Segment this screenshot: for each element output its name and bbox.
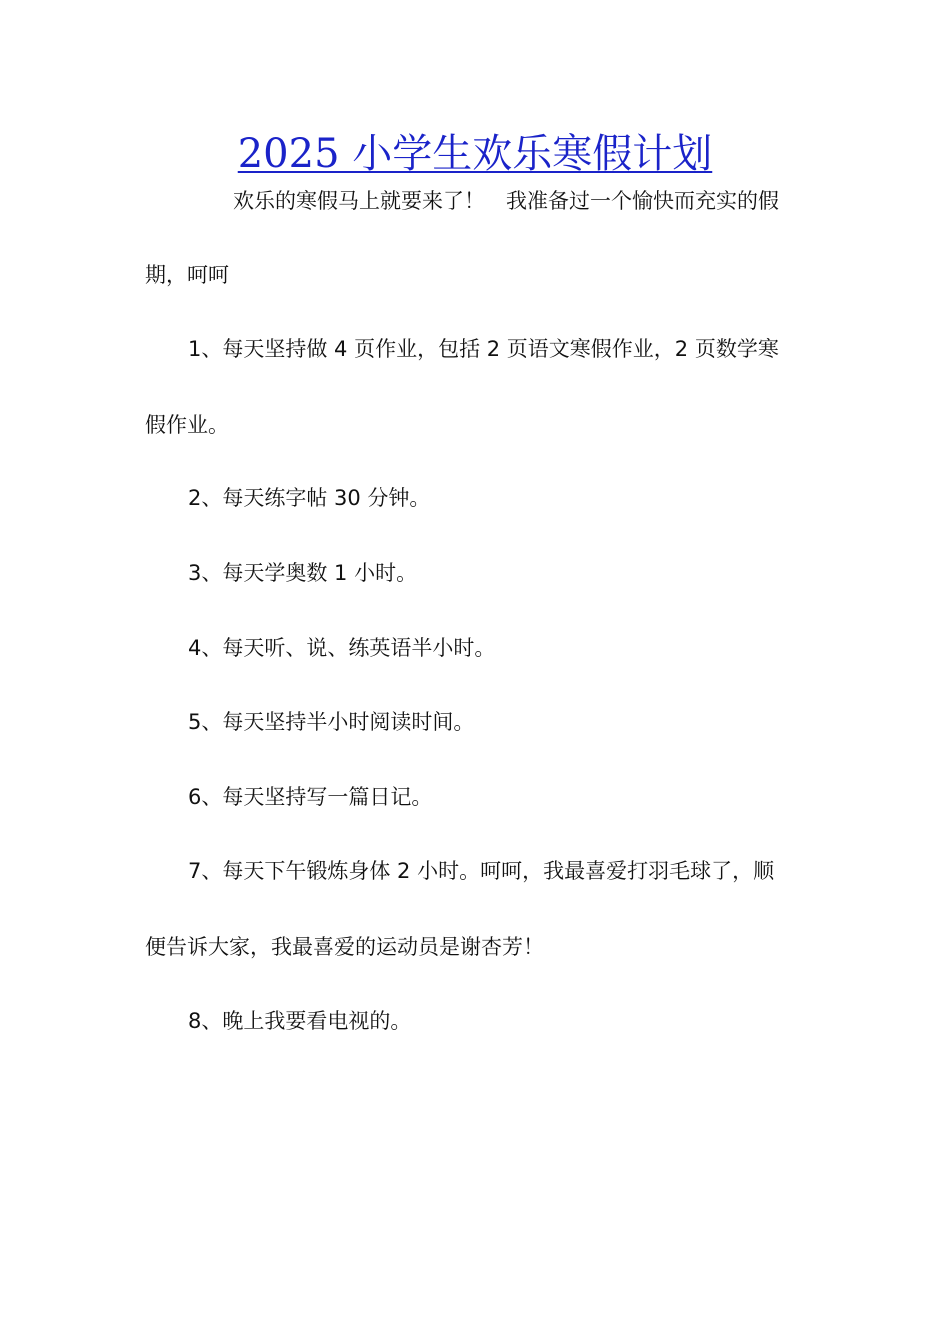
plan-item-8: 8、晚上我要看电视的。 bbox=[188, 1009, 412, 1033]
intro-line-1: 欢乐的寒假马上就要来了！ 我准备过一个愉快而充实的假 bbox=[233, 189, 779, 213]
plan-item-1-line-2: 假作业。 bbox=[145, 413, 229, 437]
plan-item-3: 3、每天学奥数 1 小时。 bbox=[188, 561, 418, 585]
plan-item-1-line-1: 1、每天坚持做 4 页作业，包括 2 页语文寒假作业，2 页数学寒 bbox=[188, 337, 779, 361]
plan-item-7-line-1: 7、每天下午锻炼身体 2 小时。呵呵，我最喜爱打羽毛球了，顺 bbox=[188, 859, 775, 883]
plan-item-6: 6、每天坚持写一篇日记。 bbox=[188, 785, 433, 809]
plan-item-5: 5、每天坚持半小时阅读时间。 bbox=[188, 710, 475, 734]
plan-item-7-line-2: 便告诉大家，我最喜爱的运动员是谢杏芳！ bbox=[145, 935, 544, 959]
intro-line-2: 期，呵呵 bbox=[145, 263, 229, 287]
plan-item-4: 4、每天听、说、练英语半小时。 bbox=[188, 636, 496, 660]
document-title: 2025 小学生欢乐寒假计划 bbox=[237, 131, 713, 177]
plan-item-2: 2、每天练字帖 30 分钟。 bbox=[188, 486, 431, 510]
